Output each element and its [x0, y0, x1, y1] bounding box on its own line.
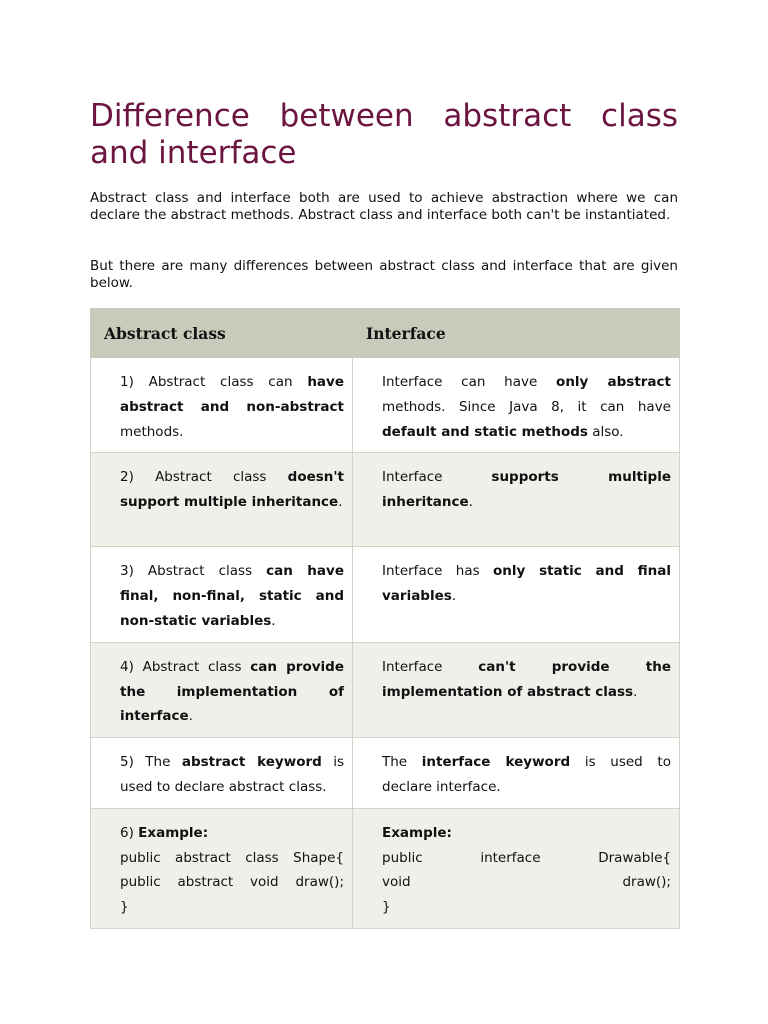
- intro-paragraph-1: Abstract class and interface both are used to achieve abstraction where we can declare the abstract methods. Abstract class and interface both can't be instantiated.: [90, 190, 678, 223]
- cell-text: Interface can have: [382, 374, 557, 390]
- cell-bold-text: only abstract: [556, 374, 671, 390]
- interface-cell: [353, 808, 680, 928]
- cell-bold-text: abstract keyword: [181, 754, 322, 771]
- code-line: void draw();: [382, 874, 671, 891]
- cell-bold-text: can provide the implementation of interface: [120, 658, 344, 725]
- cell-text: 1) Abstract class can: [120, 374, 308, 390]
- cell-text: methods.: [120, 423, 184, 440]
- cell-text: The: [382, 754, 422, 771]
- cell-text: methods. Since Java 8, it can have: [382, 398, 671, 415]
- cell-text: .: [633, 683, 638, 700]
- cell-text: is used to declare abstract class.: [120, 754, 345, 795]
- cell-text: is used to declare interface.: [382, 754, 671, 795]
- cell-text: 5) The: [120, 754, 182, 771]
- cell-text: 3) Abstract class: [120, 563, 267, 580]
- interface-cell: [353, 642, 680, 737]
- comparison-table: [90, 308, 680, 929]
- abstract-cell: [91, 642, 353, 737]
- table-row: [91, 547, 680, 642]
- page-title: Difference between abstract class and interface: [90, 98, 678, 171]
- header-abstract-class: Abstract class: [91, 309, 353, 358]
- table-row: [91, 453, 680, 547]
- header-interface: Interface: [353, 309, 680, 358]
- table-row: [91, 808, 680, 928]
- example-label: Example:: [138, 824, 209, 841]
- table-row: [91, 358, 680, 453]
- cell-text: Interface: [382, 469, 492, 486]
- cell-text: .: [451, 588, 457, 605]
- cell-bold-text: only static and final variables: [382, 563, 671, 605]
- table-row: [91, 738, 680, 809]
- intro-paragraph-2: But there are many differences between abstract class and interface that are given below.: [90, 258, 678, 291]
- code-line: public abstract class Shape{: [120, 849, 344, 866]
- interface-cell: [353, 547, 680, 642]
- code-line: }: [382, 899, 391, 916]
- code-line: public interface Drawable{: [382, 849, 671, 866]
- cell-bold-text: interface keyword: [421, 754, 571, 771]
- abstract-cell: [91, 547, 353, 642]
- cell-bold-text: default and static methods: [382, 423, 588, 440]
- interface-cell: [353, 358, 680, 453]
- code-line: }: [120, 899, 129, 916]
- interface-cell: [353, 453, 680, 547]
- cell-text: .: [271, 612, 276, 629]
- cell-bold-text: supports multiple inheritance: [382, 469, 671, 511]
- cell-text: .: [338, 494, 343, 511]
- cell-bold-text: can have final, non-final, static and non-static variables: [120, 563, 344, 629]
- cell-text: 4) Abstract class: [120, 658, 251, 675]
- cell-text: Interface has: [382, 563, 493, 580]
- cell-text: .: [468, 494, 473, 511]
- abstract-cell: [91, 358, 353, 453]
- cell-bold-text: can't provide the implementation of abstract class: [382, 658, 671, 700]
- cell-bold-text: have abstract and non-abstract: [120, 374, 344, 415]
- cell-text: also.: [587, 423, 624, 440]
- cell-text: 6): [120, 824, 139, 841]
- table-row: [91, 642, 680, 737]
- abstract-cell: [91, 808, 353, 928]
- code-line: public abstract void draw();: [120, 874, 344, 891]
- example-label: Example:: [382, 824, 452, 841]
- table-header-row: [91, 309, 680, 358]
- interface-cell: [353, 738, 680, 809]
- abstract-cell: [91, 453, 353, 547]
- cell-text: Interface: [382, 658, 479, 675]
- cell-text: 2) Abstract class: [120, 469, 288, 486]
- cell-bold-text: doesn't support multiple inheritance: [120, 469, 344, 511]
- abstract-cell: [91, 738, 353, 809]
- cell-text: .: [188, 708, 193, 725]
